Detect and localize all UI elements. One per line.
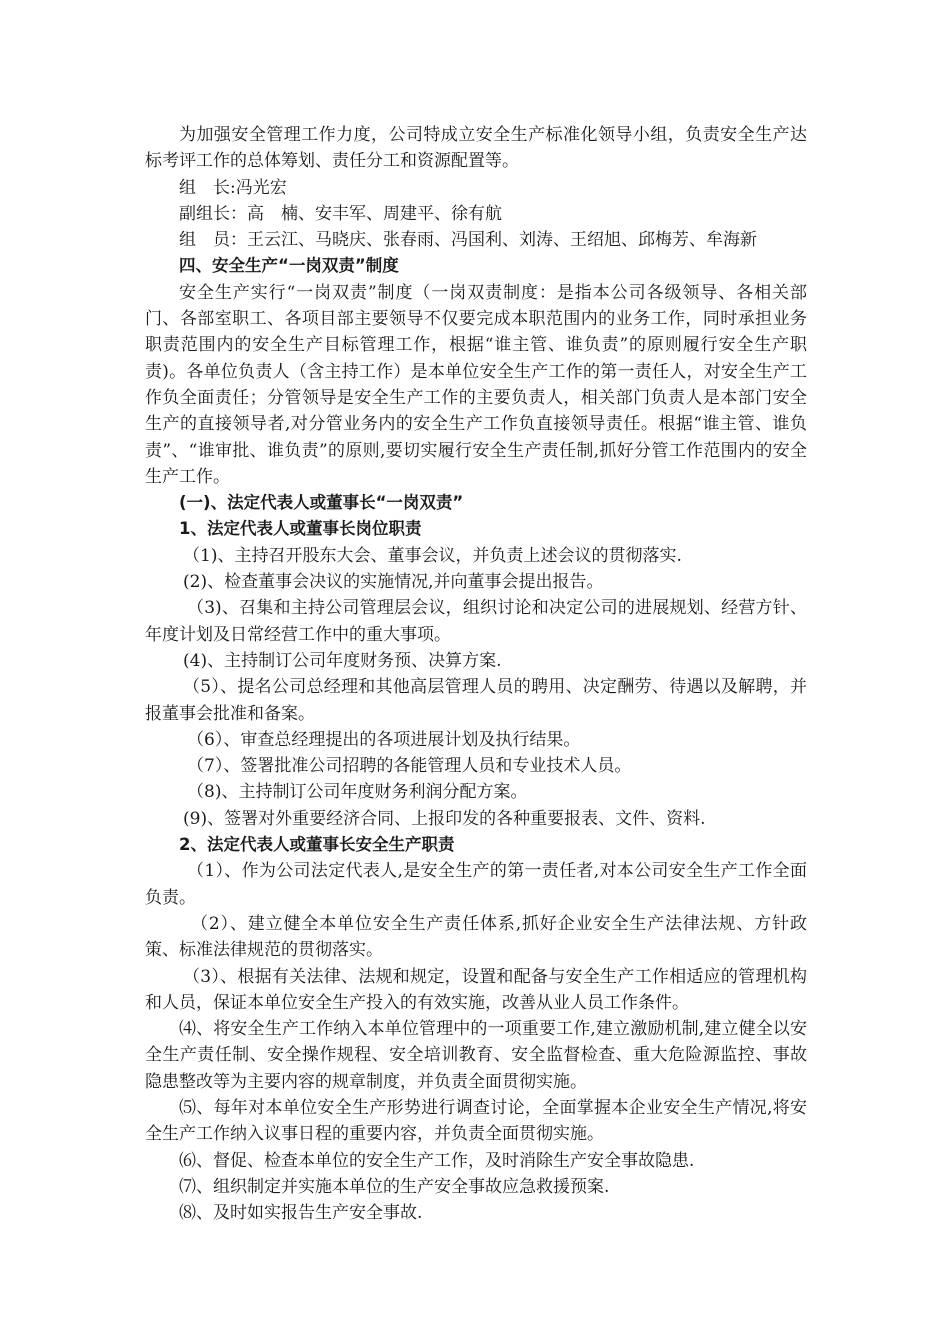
duty-item: （6）、审查总经理提出的各项进展计划及执行结果。 [187,729,581,750]
safety-item: ⑷、将安全生产工作纳入本单位管理中的一项重要工作,建立激励机制,建立健全以安全生产责任制、安全操作规程、安全培训教育、安全监督检查、重大危险源监控、事故隐患整改等为主要内容的规章制度，并负责全面贯彻实施。 [145,1019,807,1092]
duty-item: （3)、召集和主持公司管理层会议，组织讨论和决定公司的进展规划、经营方针、年度计划及日常经营工作中的重大事项。 [145,598,807,645]
safety-item: ⑹、督促、检查本单位的安全生产工作，及时消除生产安全事故隐患. [179,1150,695,1171]
section-4-title: 四、安全生产“一岗双责”制度 [179,256,399,276]
safety-item: ⑻、及时如实报告生产安全事故. [179,1203,423,1224]
duties-title: 1、法定代表人或董事长岗位职责 [179,519,422,539]
intro-paragraph: 为加强安全管理工作力度，公司特成立安全生产标准化领导小组，负责安全生产达标考评工作的总体筹划、责任分工和资源配置等。 [145,125,807,172]
duty-item: （5）、提名公司总经理和其他高层管理人员的聘用、决定酬劳、待遇以及解聘，并报董事会批准和备案。 [145,677,807,724]
duty-item: （8)、主持制订公司年度财务利润分配方案。 [187,782,528,803]
safety-item: （2）、建立健全本单位安全生产责任体系,抓好企业安全生产法律法规、方针政策、标准法律规范的贯彻落实。 [145,913,807,961]
safety-duties-title: 2、法定代表人或董事长安全生产职责 [179,835,455,855]
duty-item: （1)、主持召开股东大会、董事会议，并负责上述会议的贯彻落实. [183,545,682,566]
safety-item: （1）、作为公司法定代表人,是安全生产的第一责任者,对本公司安全生产工作全面负责。 [145,861,807,908]
safety-item: ⑸、每年对本单位安全生产形势进行调查讨论，全面掌握本企业安全生产情况,将安全生产工作纳入议事日程的重要内容，并负责全面贯彻实施。 [145,1097,807,1145]
team-deputy: 副组长：高 楠、安丰军、周建平、徐有航 [179,203,502,224]
document-page [145,122,807,1226]
duty-item: （7）、签署批准公司招聘的各能管理人员和专业技术人员。 [187,756,632,777]
subsection-1-title: (一)、法定代表人或董事长“一岗双责” [179,493,464,513]
section-4-paragraph: 安全生产实行“一岗双责”制度（一岗双责制度：是指本公司各级领导、各相关部门、各部室职工、各项目部主要领导不仅要完成本职范围内的业务工作，同时承担业务职责范围内的安全生产目标管理工作，根据“谁主管、谁负责”的原则履行安全生产职责)。各单位负责人（含主持工作）是本单位安全生产工作的第一责任人，对安全生产工作负全面责任；分管领导是安全生产工作的主要负责人，相关部门负责人是本部门安全生产的直接领导者,对分管业务内的安全生产工作负直接领导责任。根据“谁主管、谁负责”、“谁审批、谁负责”的原则,要切实履行安全生产责任制,抓好分管工作范围内的安全生产工作。 [145,282,807,487]
duty-item: (9)、签署对外重要经济合同、上报印发的各种重要报表、文件、资料. [183,808,706,829]
team-members: 组 员：王云江、马晓庆、张春雨、冯国利、刘涛、王绍旭、邱梅芳、牟海新 [179,230,757,251]
safety-item: （3）、根据有关法律、法规和规定，设置和配备与安全生产工作相适应的管理机构和人员，保证本单位安全生产投入的有效实施，改善从业人员工作条件。 [145,966,807,1013]
duty-item: (2)、检查董事会决议的实施情况,并向董事会提出报告。 [183,572,604,593]
team-leader: 组 长:冯光宏 [179,177,287,198]
safety-item: ⑺、组织制定并实施本单位的生产安全事故应急救援预案. [179,1176,610,1197]
duty-item: (4)、主持制订公司年度财务预、决算方案. [183,650,502,671]
